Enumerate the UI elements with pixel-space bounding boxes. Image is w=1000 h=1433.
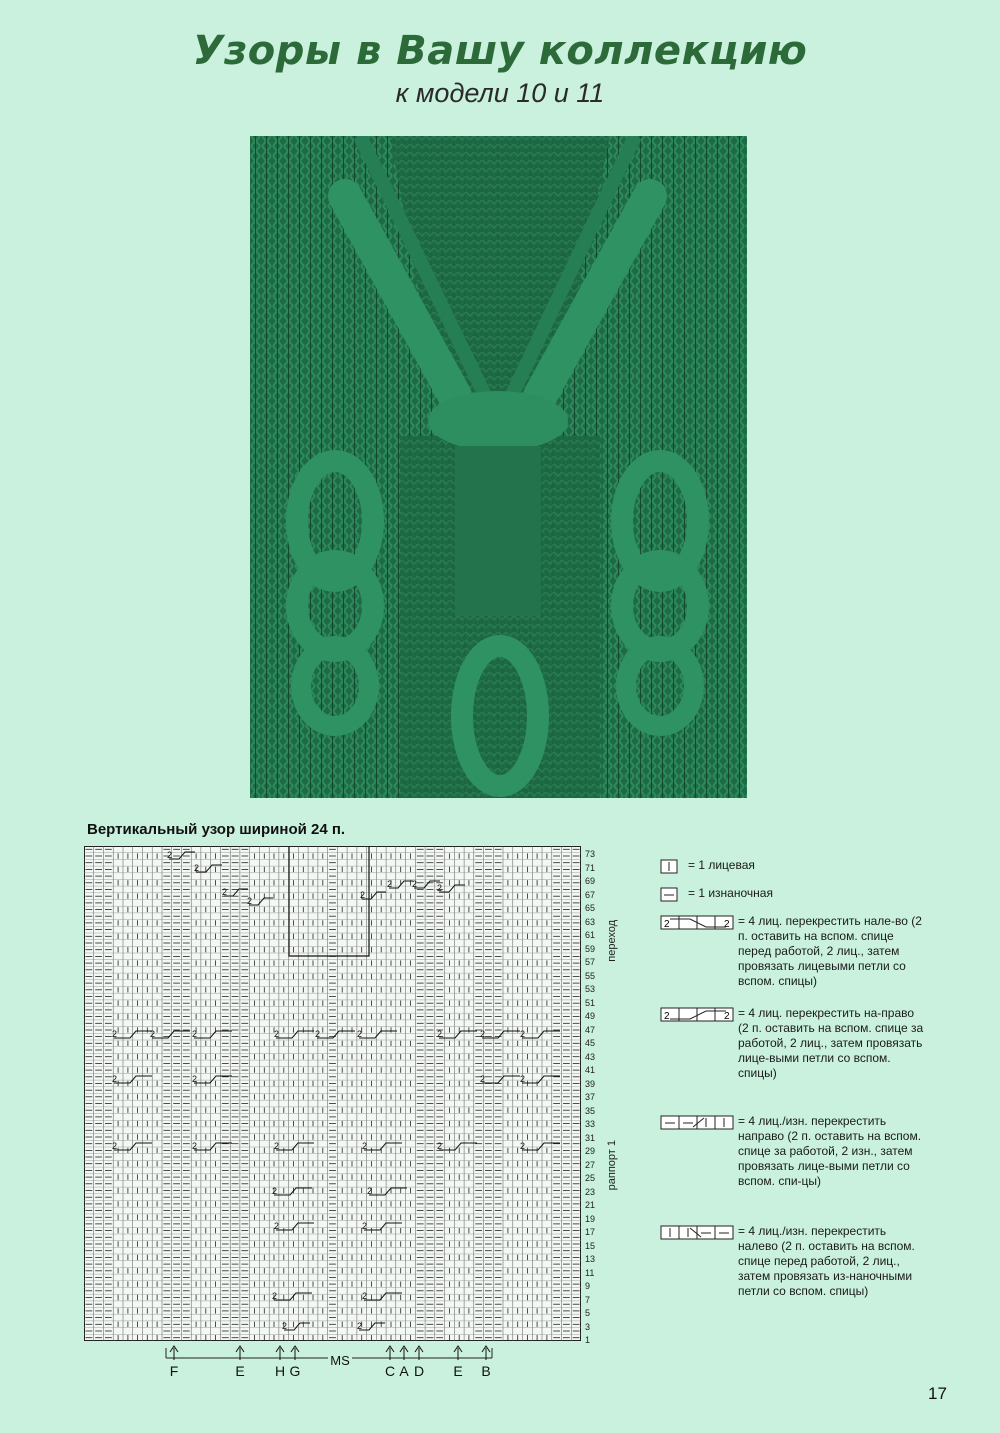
row-label: 73 <box>585 849 596 859</box>
row-label: 3 <box>585 1321 591 1332</box>
svg-text:2: 2 <box>367 1186 373 1196</box>
marker-letter-e2: E <box>453 1363 463 1379</box>
row-label: 59 <box>585 943 596 954</box>
svg-text:2: 2 <box>387 879 393 889</box>
row-label: 19 <box>585 1213 596 1224</box>
svg-text:2: 2 <box>362 1141 368 1151</box>
svg-text:2: 2 <box>412 879 418 889</box>
svg-text:2: 2 <box>520 1029 526 1039</box>
page-title: Узоры в Вашу коллекцию <box>192 28 808 74</box>
row-label: 43 <box>585 1051 596 1062</box>
row-label: 21 <box>585 1200 596 1210</box>
row-label: 27 <box>585 1159 596 1170</box>
svg-text:2: 2 <box>437 1141 443 1151</box>
row-label: 23 <box>585 1186 596 1197</box>
side-label-transition: переход <box>606 920 618 962</box>
knitting-chart <box>84 846 581 1341</box>
svg-text:2: 2 <box>724 919 730 930</box>
svg-text:2: 2 <box>150 1029 156 1039</box>
svg-text:2: 2 <box>362 1291 368 1301</box>
svg-text:2: 2 <box>192 1029 198 1039</box>
cable-cross-left-icon <box>660 915 736 931</box>
row-label: 29 <box>585 1146 596 1156</box>
row-label: 31 <box>585 1132 596 1143</box>
marker-letter-c: C <box>384 1363 396 1379</box>
marker-letter-d: D <box>413 1363 425 1379</box>
row-label: 47 <box>585 1024 596 1035</box>
row-label: 7 <box>585 1294 591 1305</box>
svg-text:2: 2 <box>664 1011 670 1022</box>
page-subtitle: к модели 10 и 11 <box>395 78 605 108</box>
svg-text:2: 2 <box>192 1074 198 1084</box>
row-label: 67 <box>585 889 596 900</box>
svg-text:2: 2 <box>520 1074 526 1084</box>
row-label: 15 <box>585 1240 596 1251</box>
row-label: 61 <box>585 930 596 940</box>
chart-grid <box>84 846 581 1341</box>
svg-text:2: 2 <box>437 883 443 893</box>
row-label: 5 <box>585 1308 591 1318</box>
svg-text:2: 2 <box>282 1321 288 1331</box>
row-label: 33 <box>585 1119 596 1129</box>
svg-text:2: 2 <box>437 1029 443 1039</box>
row-label: 45 <box>585 1038 596 1048</box>
svg-text:2: 2 <box>274 1141 280 1151</box>
svg-text:2: 2 <box>724 1011 730 1022</box>
ms-label: MS <box>330 1353 350 1368</box>
svg-text:2: 2 <box>112 1141 118 1151</box>
knit-texture <box>250 136 747 798</box>
marker-letter-e: E <box>235 1363 245 1379</box>
row-label: 51 <box>585 997 596 1008</box>
svg-text:2: 2 <box>272 1186 278 1196</box>
svg-text:2: 2 <box>357 1029 363 1039</box>
svg-text:2: 2 <box>480 1074 486 1084</box>
row-label: 57 <box>585 957 596 967</box>
legend-text-cross-left: = 4 лиц. перекрестить нале-во (2 п. оставить на вспом. спице перед работой, 2 лиц., затем провязать лицевыми петли со вспом. спицы) <box>738 914 922 988</box>
row-label: 13 <box>585 1254 596 1264</box>
svg-text:2: 2 <box>360 890 366 900</box>
row-label: 65 <box>585 903 596 913</box>
svg-text:2: 2 <box>194 863 200 873</box>
knit-stitch-icon <box>660 859 680 875</box>
bottom-markers <box>0 1340 1000 1380</box>
row-label: 55 <box>585 970 596 981</box>
legend-text-kp-left: = 4 лиц./изн. перекрестить налево (2 п. оставить на вспом. спице перед работой, 2 лиц., затем провязать из-наночными петли со вспом. спицы) <box>738 1224 915 1298</box>
row-label: 71 <box>585 862 596 873</box>
row-label: 37 <box>585 1092 596 1102</box>
legend-text-purl: = 1 изнаночная <box>688 886 773 900</box>
svg-text:2: 2 <box>520 1141 526 1151</box>
side-label-repeat: раппорт 1 <box>606 1140 618 1191</box>
chart-title: Вертикальный узор шириной 24 п. <box>87 821 346 838</box>
knitting-sample-photo <box>250 136 747 798</box>
svg-text:2: 2 <box>247 896 253 906</box>
svg-text:2: 2 <box>315 1029 321 1039</box>
marker-letter-f: F <box>169 1363 179 1379</box>
row-label: 25 <box>585 1173 596 1183</box>
row-label: 41 <box>585 1065 596 1075</box>
row-label: 49 <box>585 1011 596 1021</box>
svg-text:2: 2 <box>167 850 173 860</box>
svg-text:2: 2 <box>357 1321 363 1331</box>
marker-letter-h: H <box>274 1363 286 1379</box>
row-label: 17 <box>585 1227 596 1237</box>
cable-cross-right-icon <box>660 1007 736 1023</box>
legend-text-knit: = 1 лицевая <box>688 858 755 872</box>
row-label: 35 <box>585 1105 596 1116</box>
svg-text:2: 2 <box>112 1074 118 1084</box>
row-label: 9 <box>585 1281 591 1291</box>
svg-text:2: 2 <box>112 1029 118 1039</box>
svg-text:2: 2 <box>362 1221 368 1231</box>
svg-text:2: 2 <box>274 1221 280 1231</box>
row-label: 11 <box>585 1267 595 1278</box>
purl-stitch-icon <box>660 887 680 903</box>
legend-text-kp-right: = 4 лиц./изн. перекрестить направо (2 п. оставить на вспом. спице за работой, 2 изн., затем провязать лице-выми петли со вспом. спи-цы) <box>738 1114 922 1188</box>
marker-letter-g: G <box>289 1363 301 1379</box>
page-number: 17 <box>928 1384 947 1403</box>
marker-letter-b: B <box>481 1363 491 1379</box>
knit-purl-cross-right-icon <box>660 1115 736 1131</box>
row-label: 63 <box>585 916 596 927</box>
row-label: 39 <box>585 1078 596 1089</box>
svg-text:2: 2 <box>222 887 228 897</box>
row-label: 53 <box>585 984 596 994</box>
row-label: 69 <box>585 876 596 886</box>
legend-text-cross-right: = 4 лиц. перекрестить на-право (2 п. оставить на вспом. спице за работой, 2 лиц., затем провязать лице-выми петли со вспом. спицы) <box>738 1006 924 1080</box>
svg-text:2: 2 <box>480 1029 486 1039</box>
svg-text:2: 2 <box>664 919 670 930</box>
svg-text:2: 2 <box>192 1141 198 1151</box>
row-label: 1 <box>585 1335 591 1345</box>
svg-text:2: 2 <box>274 1029 280 1039</box>
marker-letter-a: A <box>399 1363 409 1379</box>
knit-purl-cross-left-icon <box>660 1225 736 1241</box>
svg-text:2: 2 <box>272 1291 278 1301</box>
